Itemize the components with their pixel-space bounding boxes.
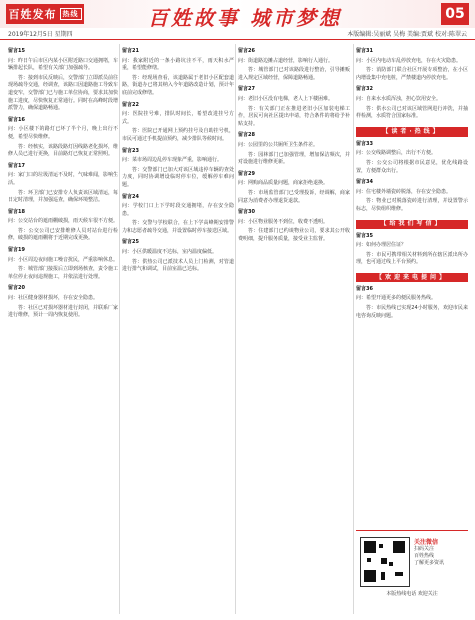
qr-code-icon[interactable] [360, 537, 410, 587]
item-question: 问：小区内电动车乱停放充电，存在火灾隐患。 [356, 57, 462, 64]
item-question: 问：公交站台的遮雨棚破损，雨天候车很不方便。 [8, 218, 119, 225]
item-question: 问：希望开通更多的便民服务热线。 [356, 295, 437, 302]
item-answer: 答：供水公司已对该区域管网进行冲洗，并抽样检测，水质符合国家标准。 [356, 105, 468, 120]
item-label: 留言15 [8, 48, 25, 54]
item-question: 问：我家附近的一条小路坑洼不平，雨天积水严重，希望能修缮。 [122, 57, 234, 72]
page-number: 05 [441, 3, 469, 25]
column-3 [238, 44, 350, 245]
column-divider [119, 44, 120, 614]
item-answer: 答：公交公司已安排维修人员对站台进行检修，破损的遮雨棚将于近期完成更换。 [8, 227, 118, 242]
item-question: 问：如何办理居住证？ [356, 242, 407, 249]
item-answer: 答：城管部门接报后立即到场核查，责令施工单位停止夜间违规施工，并依法进行处理。 [8, 266, 119, 280]
masthead-logo-text: 百姓发布 [8, 8, 57, 21]
item-question: 问：小区供暖温度不达标，室内温度偏低。 [122, 249, 218, 256]
item-answer: 答：城管部门已对该路段进行整治，引导摊贩进入规定区域经营，保障道路畅通。 [238, 67, 350, 81]
item-label: 留言32 [356, 86, 373, 93]
item-answer: 答：市场监管部门已受理投诉，经调解，商家同意为消费者办理退货退款。 [238, 189, 350, 204]
item-question: 问：家门口的垃圾清运不及时，气味难闻，影响生活。 [8, 172, 119, 186]
item-question: 问：昨日午后市区内某小区附近路口交通拥堵，车辆排起长队，希望有关部门加强疏导。 [8, 57, 119, 72]
qr-caption [414, 539, 466, 567]
item-label: 留言18 [8, 208, 25, 215]
item-label: 留言30 [238, 209, 255, 216]
item-label: 留言26 [238, 48, 255, 54]
item-label: 留言25 [122, 239, 139, 246]
section-heading: 【欢迎来电提问】 [356, 273, 468, 282]
item-label: 留言19 [8, 247, 25, 254]
item-question: 问：自来水水质浑浊，担心饮用安全。 [356, 95, 442, 102]
item-answer: 答：环卫部门已安排专人负责该区域清运，每日定时清理，并加强巡查，确保环境整洁。 [8, 189, 119, 204]
masthead-title: 百姓故事 城市梦想 [148, 6, 342, 30]
item-question: 问：小区楼下的路灯已坏了半个月，晚上出行不便，希望尽快维修。 [8, 126, 118, 140]
section-heading: 【给我们写信】 [356, 220, 468, 229]
item-label: 留言21 [122, 48, 139, 54]
column-2 [122, 44, 234, 276]
item-label: 留言22 [122, 101, 139, 108]
qr-promo-box [356, 530, 468, 615]
item-answer: 答：交警部门已加大对该区域违停车辆的查处力度，同时协调增设临时停车位，缓解停车难问题。 [122, 166, 234, 188]
item-question: 问：公交线路调整后，出行不方便。 [356, 150, 437, 157]
item-label: 留言31 [356, 48, 373, 54]
item-question: 问：网购商品质量问题，商家拒绝退换。 [238, 180, 329, 187]
item-question: 问：小区周边夜间施工噪音扰民，严重影响休息。 [8, 256, 119, 263]
item-answer: 答：有关部门正在推进老旧小区加装电梯工作，居民可向社区提出申请，符合条件的将给予补贴支持。 [238, 105, 350, 127]
item-answer: 答：经核实，该路段路灯因线路老化损坏，维修人员已进行更换，目前路灯已恢复正常照明。 [8, 143, 119, 158]
item-answer: 答：物业已对脱落瓷砖进行清理，并设置警示标志，尽快组织维修。 [356, 198, 468, 212]
item-answer: 答：供热公司已派技术人员上门检测，对管道进行排气和调试，目前室温已达标。 [122, 258, 234, 273]
editor-credits: 本版编辑:吴丽斌 吴梅 美编:贾斌 校对:陈翠云 [347, 31, 467, 38]
item-label: 留言35 [356, 232, 373, 239]
column-4 [356, 44, 468, 322]
qr-caption-line: 扫码关注 [414, 546, 435, 552]
section-heading: 【读者·热线】 [356, 127, 468, 137]
item-answer: 答：市民热线已实现24小时服务，欢迎市民来电咨询反映问题。 [356, 305, 468, 319]
item-answer: 答：接到市民反映后，交警部门立即派员前往现场疏导交通，经调查，该路口因道路施工导致车道变窄，交警部门已与施工单位协商，要求其加快施工进度，尽快恢复正常通行。同时在高峰时段增派警力，确保道路畅通。 [8, 74, 119, 112]
item-label: 留言34 [356, 179, 373, 186]
item-question: 问：菜市场周边乱停车现象严重，影响通行。 [122, 157, 223, 164]
item-label: 留言23 [122, 147, 139, 154]
item-answer: 答：住建部门已约谈物业公司，要求其公开收费明细，提升服务质量，接受业主监督。 [238, 228, 350, 242]
item-question: 问：学校门口上下学时段交通拥堵，存在安全隐患。 [122, 203, 234, 217]
qr-caption-hot: 关注微信 [414, 539, 439, 546]
hotline-footer: 本版热线电话 欢迎关注 [386, 591, 438, 597]
item-label: 留言29 [238, 170, 255, 177]
masthead-subline [0, 28, 475, 40]
masthead-logo [6, 4, 84, 24]
masthead-logo-stamp: 热线 [60, 8, 82, 20]
item-question: 问：医院挂号难，排队时间长，希望改进挂号方式。 [122, 111, 234, 125]
item-label: 留言17 [8, 162, 25, 169]
item-answer: 答：公交公司将根据市民意见，优化线路设置，方便群众出行。 [356, 159, 468, 174]
item-label: 留言24 [122, 193, 139, 200]
item-answer: 答：医院已开通网上预约挂号及自助挂号机，市民可通过手机提前预约，减少排队等候时间。 [122, 128, 234, 142]
item-question: 问：住宅楼外墙瓷砖脱落，存在安全隐患。 [356, 188, 452, 195]
item-question: 问：老旧小区没有电梯，老人上下楼困难。 [238, 95, 334, 102]
item-label: 留言20 [8, 285, 25, 292]
item-answer: 答：消防部门联合社区开展专项整治，在小区内增设集中充电桩，严禁楼道内停放充电。 [356, 67, 468, 81]
item-label: 留言33 [356, 140, 373, 147]
item-question: 问：社区健身器材损坏，存在安全隐患。 [8, 295, 99, 302]
qr-caption-line: 了解更多资讯 [414, 560, 445, 566]
masthead [0, 0, 475, 28]
issue-date: 2019年12月5日 星期四 [8, 31, 73, 38]
item-label: 留言36 [356, 285, 373, 292]
item-label: 留言28 [238, 132, 255, 139]
column-divider [353, 44, 354, 614]
item-question: 问：公园里的公共厕所卫生条件差。 [238, 141, 319, 148]
item-answer: 答：园林部门已加强管理，增加保洁频次，并对设施进行维修更新。 [238, 151, 350, 166]
item-label: 留言27 [238, 86, 255, 93]
qr-caption-line: 百姓热线 [414, 553, 435, 559]
item-question: 问：街道路边摊占道经营，影响行人通行。 [238, 57, 334, 64]
column-1 [8, 44, 118, 322]
item-label: 留言16 [8, 116, 25, 123]
column-divider [235, 44, 236, 614]
item-question: 问：小区物业服务不到位，收费不透明。 [238, 218, 329, 225]
item-answer: 答：交警与学校联合，在上下学高峰期安排警力和志愿者疏导交通，并设置临时停车接送区域。 [122, 220, 234, 234]
item-answer: 答：市民可携带相关材料到所在辖区派出所办理，也可通过线上平台预约。 [356, 251, 468, 266]
item-answer: 答：社区已对损坏器材进行封闭，并联系厂家进行维修，预计一周内恢复使用。 [8, 304, 119, 319]
item-answer: 答：经现场查看，该道路属于老旧小区配套道路，街道办已将其纳入今年道路改造计划，预计年底前完成修缮。 [122, 74, 234, 96]
